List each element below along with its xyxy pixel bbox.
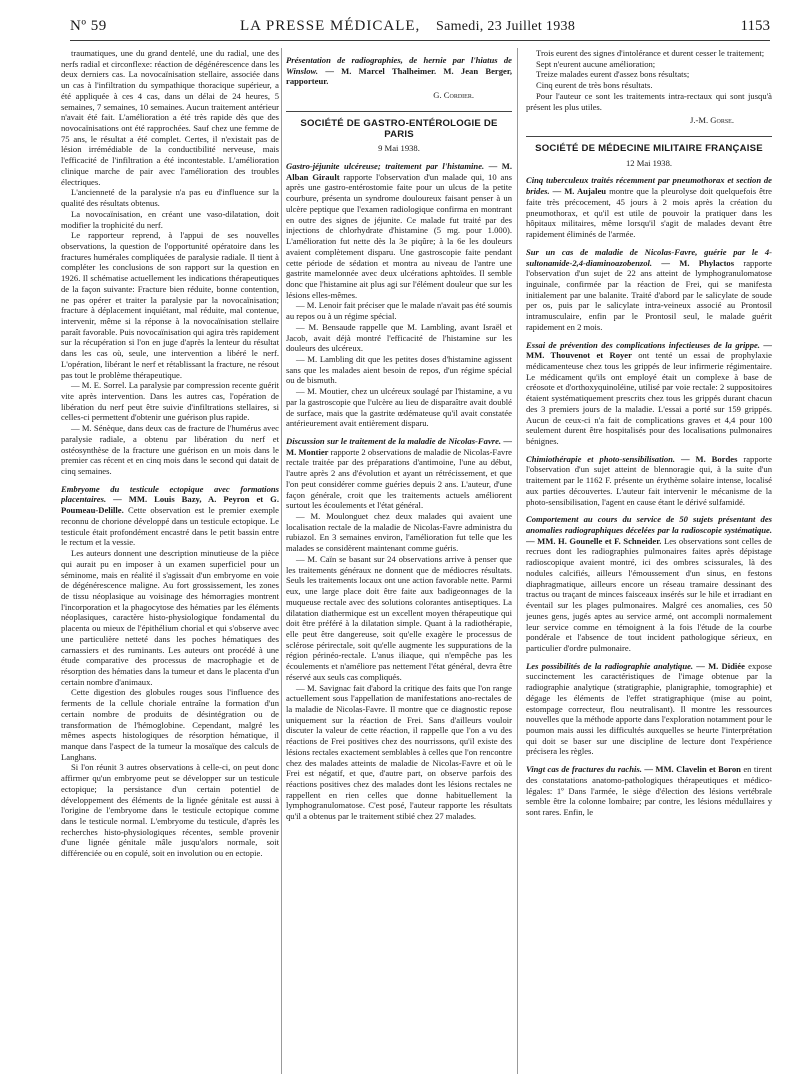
article-body: montre que la pleurolyse doit quelquefois être faite très précocement, 45 jours à 2 mois après la création du pneumothorax, et qu'il est utile de pouvoir la pratiquer dans les hôpitaux militaires, même lorsqu'il s'agit de malades devant être rapidement éliminés de l'armée. [526,186,772,240]
article [526,247,772,333]
article-title: Essai de prévention des complications infectieuses de la grippe. [526,339,760,350]
paragraph: — M. E. Sorrel. La paralysie par compression recente guérit vite après intervention. Dans les autres cas, l'opération de libération du nerf peut être suivie d'infiltrations stellaires, si celles-ci permettent d'obtenir une guérison plus rapide. [61,380,279,423]
column-divider [281,48,282,1074]
column-middle [286,48,512,1074]
article [61,484,279,548]
article-body: rapporte l'observation d'un sujet de 22 ans atteint de lymphogranulomatose inguinale, confirmée par la réaction de Frei, qui se manifesta initialement par une balanite. Traité d'abord par le salicylate de soude per os, puis par le salicylate intra-veineux associé au Prontosil intramusculaire, enfin par le Prontosil seul, le malade guérit rapidement en 2 mois. [526,257,772,332]
article-title: Embryome du testicule ectopique avec formations placentaires. [61,483,279,505]
paragraph: Sept n'eurent aucune amélioration; [536,58,656,69]
paragraph: Pour l'auteur ce sont les traitements intra-rectaux qui sont jusqu'à présent les plus utiles. [526,90,772,112]
article-body: rapporte 2 observations de maladie de Nicolas-Favre rectale traitée par des préparations d'antimoine, l'une au début, l'autre après 2 ans d'évolution et ayant un rétrécissement, et que l'on peut considérer comme guéries depuis 2 ans. L'auteur, d'une façon générale, croit que les traitements actuels améliorent surtout les écoulements et l'état général. [286,446,512,511]
article-title: Présentation de radiographies, de hernie par l'hiatus de Winslow. [286,55,512,76]
article-authors: — M. Phylactos [661,257,735,268]
article-title: Cinq tuberculeux traités récemment par pneumothorax et section de brides. [526,175,772,197]
article-authors: — M. Didiée [696,660,745,671]
paragraph: — M. Caïn se basant sur 24 observations arrive à penser que les traitements généraux ne donnent que de médiocres résultats. Seuls les traitements locaux ont une action favorable nette. Parmi eux, une large place doit être faite aux badigeonnages de la muqueuse rectale avec des solutions colorantes antiseptiques. La dilatation diathermique est un excellent moyen thérapeutique qui doit être préféré à la dilatation simple. Quant à la radiothérapie, elle peut être dangereuse, soit qu'elle exagère le processus de sclérose périrectale, soit qu'elle augmente les suppurations de la région périnéo-rectale. L'anus iliaque, qui n'empêche pas les écoulements et n'améliore pas nettement l'état général, devra être réservé aux seuls cas compliqués. [286,553,512,682]
article-body: Cette observation est le premier exemple reconnu de chorione développé dans un testicule ectopique. Le testicule était profondément encastré dans le petit bassin entre le rectum et la vessie. [61,505,279,548]
article [286,161,512,300]
session-date: 9 Mai 1938. [378,143,420,154]
page-number: 1153 [740,18,770,34]
paragraph: La novocaïnisation, en créant une vaso-dilatation, doit modifier la trophicité du nerf. [61,208,279,230]
paragraph: — M. Lenoir fait préciser que le malade n'avait pas été soumis au repos ou à un régime spécial. [286,300,512,322]
article [286,436,512,511]
article [526,661,772,757]
paragraph: traumatiques, une du grand dentelé, une du radial, une des nerfs radial et circonflexe: réaction de dégénérescence dans les deux derniers cas. La novocaïnisation stellaire, associée dans un cas à l'infiltration du sympathique thoracique supérieur, a été appliquée à ces 4 cas, dans un délai de 24 heures, 5 semaines, 7 semaines, 10 semaines. Aucun traitement antérieur n'avait été fait. L'amélioration a été très rapide dès que des novocaïnisations ont été rapprochées. Sauf chez une femme de 75 ans, le résultat a été complet. Certes, il n'existait pas de lésion irrémédiable de la conductibilité nerveuse, mais l'efficacité de l'infiltration a été incontestable. L'amélioration clinique marche de pair avec l'amélioration des troubles électriques. [61,48,279,187]
paragraph: Treize malades eurent d'assez bons résultats; [536,69,690,80]
article-body: rapporte l'observation d'un malade qui, 10 ans après une gastro-entérostomie faite pour un ulcus de la petite courbure, présenta un syndrome douloureux faisant penser à un ulcère peptique que l'examen radiologique confirma en montrant en outre des signes de jéjunite. Ce malade fut traité par des injections de chlorhydrate d'histamine (5 mg. pour 1.000). L'amélioration fut nette dès la 3e piqûre; à la 6e les douleurs avaient complètement disparu. Une gastroscopie faite pendant cette période de sédation et montra au niveau de l'antre une gastrite mamelonnée avec deux ulcérations aphtoïdes. Il semble donc que l'histamine ait plus agi sur l'élément douleur que sur les lésions elles-mêmes. [286,171,512,300]
article-authors: — M. Alban Girault [286,161,512,182]
article-body: Les observations sont celles de recrues dont les radiographies pulmonaires faites après dépistage radioscopique avaient montré, ici des ombres scissurales, là des nodules calcifiés, ailleurs l'émoussement d'un sinus, en festons diaphragmatique, ailleurs encore un réseau tramaire dessinant des tractus ou traçant de minces faisceaux insérés sur le hile et irradiant en éventail sur les plages pulmonaires. Malgré ces anomalies, ces 50 jeunes gens, jugés aptes au service armé, ont accompli normalement leur service comme en témoignent à la fois l'étude de la courbe pondérale et l'absence de tout incident pathologique sérieux, en particulier d'ordre pulmonaire. [526,535,772,653]
article-authors: — MM. H. Gounelle et F. Schneider. [526,535,662,546]
signature: J.-M. Gorse. [690,115,734,126]
column-left [61,48,279,1074]
article-authors: — M. Marcel Thalheimer. M. Jean Berger, rapporteur. [286,65,512,87]
paragraph: Si l'on réunit 3 autres observations à celle-ci, on peut donc affirmer qu'un embryome peut se développer sur un testicule ectopique; la persistance d'un certain potentiel de développement des éléments de la lignée génitale est aussi à l'origine de l'embryome dans le testicule ectopique comme dans le testicule normal. L'embryome du testicule, d'après les recherches histo-physiologiques récentes, semble provenir d'une lignée génitale mâle jusqu'alors normale, soit différenciée ou en copulé, soit en involution ou en ectopie. [61,762,279,859]
article-body: rapporte l'observation d'un sujet atteint de blennoragie qui, à la suite d'un traitement par le 1162 F. présente un érythème solaire intense, localisé aux parties découvertes. L'auteur fait intervenir le mécanisme de la photo-sensibilisation, l'agent en cause étant le dérivé sulfamidé. [526,453,772,507]
column-divider [517,48,518,1074]
paragraph: Trois eurent des signes d'intolérance et durent cesser le traitement; [536,48,765,58]
article-title: Gastro-jéjunite ulcéreuse; traitement par l'histamine. [286,161,485,172]
paragraph: Les auteurs donnent une description minutieuse de la pièce qui aurait pu en imposer à un examen superficiel pour un séminome, mais en réalité il s'agissait d'un embryome en voie de dégénérescence maligne. Au fort grossissement, les zones de tissu néoplasique au voisinage des hémorragies montrent l'incorporation et la phagocytose des hématies par les éléments néoplasiques, caractère histo-physiologique fondamental du placenta ou mieux de l'épithélium chorial et qui s'observe avec une particulière netteté dans les poches hématiques des carnassiers et des ruminants. Les auteurs ont procédé à une étude comparative des processus de macrophagie et de résorption des hématies dans la tumeur et dans le placenta d'un certain nombre d'animaux. [61,548,279,687]
article-title: Vingt cas de fractures du rachis. [526,764,642,775]
society-heading: SOCIÉTÉ DE GASTRO-ENTÉROLOGIE DE PARIS [286,111,512,140]
article-body: expose succinctement les caractéristiques de l'image obtenue par la radiographie analytique (stratigraphie, planigraphie, tomographie) et dégage les éléments de l'effet stratigraphique (mise au point, estompage correcteur, flou neutralisant). Il montre les ressources nouvelles que la méthode apporte dans l'exploration notamment pour le poumon mais aussi les difficultés auxquelles se heurte l'interprétation qui doit se baser sur une discipline de lecture dont l'expérience précisera les règles. [526,660,772,757]
article-authors: — M. Aujaleu [552,186,607,197]
article-authors: — M. Montier [286,436,512,457]
paragraph: Cette digestion des globules rouges sous l'influence des ferments de la cellule choriale entraîne la formation d'un certain nombre de produits de désintégration ou de transformation de l'hémoglobine. Cependant, malgré les mêmes aspects histologiques de résorption hématique, il manque dans l'aspect de la tumeur la mosaïque des calculs de Langhans. [61,687,279,762]
paragraph: L'ancienneté de la paralysie n'a pas eu d'influence sur la qualité des résultats obtenus. [61,187,279,209]
article-title: Les possibilités de la radiographie analytique. [526,660,694,671]
paragraph: — M. Lambling dit que les petites doses d'histamine agissent sans que les malades aient besoin de repos, d'un régime spécial ou de bismuth. [286,353,512,386]
article [526,764,772,818]
article-authors: — MM. Clavelin et Boron [644,764,741,775]
article-authors: — MM. Louis Bazy, A. Peyron et G. Poumeau-Delille. [61,494,279,516]
article-title: Discussion sur le traitement de la maladie de Nicolas-Favre. [286,436,502,446]
article-body: en tirent des constatations anatomo-pathologiques thérapeutiques et médico-légales: 1º Dans l'armée, le siège d'élection des lésions vertébrale semble être la colonne lombaire; par contre, les lésions médullaires y sont rares. Enfin, le [526,764,772,817]
article-title: Comportement au cours du service de 50 sujets présentant des anomalies radiographiques décelées par la radioscopie systématique. [526,514,772,536]
article-authors: — M. Bordes [681,453,738,464]
paragraph: Le rapporteur reprend, à l'appui de ses nouvelles observations, la question de l'opportunité opératoire dans les fractures humérales compliquées de paralysie radiale. Il tient à compléter les conclusions de son rapport sur la question en 1926. Il schématise actuellement les indications thérapeutiques de la façon suivante: Fracture bien réduite, bonne contention, ne pas opérer et traiter la paralysie par la novocaïnisation; fracture à déplacement inquiétant, mal réduite, mal contenue, intervenir, même si la réponse à la novocaïnisation stellaire paraît favorable. Puis novocaïnisation qui agira très rapidement sur la récupération si l'on en juge d'après la lenteur du résultat dans les cas où, seule, une intervention a libéré le nerf. L'opération, libérant le nerf et rétablissant la fracture, ne résout pas tout le problème thérapeutique. [61,230,279,380]
column-right [526,48,772,1074]
society-heading: SOCIÉTÉ DE MÉDECINE MILITAIRE FRANÇAISE [526,136,772,155]
paragraph: — M. Savignac fait d'abord la critique des faits que l'on range actuellement sous l'appellation de manifestations ano-rectales de la maladie de Nicolas-Favre. Il montre que ce diagnostic repose uniquement sur la réaction de Frei. Sans d'ailleurs vouloir discuter la valeur de cette réaction, il rappelle que l'on a vu des réactions de Frei positives chez des nourrissons, qu'il existe des lésions rectales exactement semblables à celles que l'on rencontre chez des malades atteints de maladie de Nicolas-Favre et où le Frei est négatif, et que, d'autre part, on observe parfois des réactions positives chez des malades dont les lésions rectales ne rappellent en rien celles que donne habituellement la lymphogranulomatose. C'est posé, l'auteur rapporte les résultats qu'il a obtenus par le traitement stibié chez 27 malades. [286,682,512,822]
paragraph: — M. Bensaude rappelle que M. Lambling, avant Israël et Jacob, avait déjà montré l'efficacité de l'histamine sur les douleurs des ulcéreux. [286,321,512,354]
page-header [70,18,770,42]
article-title: Chimiothérapie et photo-sensibilisation. [526,453,676,464]
paragraph: — M. Moutier, chez un ulcéreux soulagé par l'histamine, a vu par la gastroscopie que l'ulcère au lieu de disparaître avait doublé de surface, mais que la gastrite œdémateuse qu'il avait constatée antérieurement avait entièrement disparu. [286,386,512,429]
signature: G. Cordier. [433,90,474,101]
article-authors: — MM. Thouvenot et Royer [526,339,772,361]
paragraph: Cinq eurent de très bons résultats. [536,80,653,91]
session-date: 12 Mai 1938. [625,157,673,168]
article [286,55,512,87]
article-body: ont tenté un essai de prophylaxie médicamenteuse chez tous les grippés de leur infirmerie régimentaire. Le médicament qu'ils ont employé était un complexe à base de créosote et d'orthoxyquinoléine, utilisé par voie rectale: 2 suppositoires étaient systématiquement prescrits chez tous les grippés durant chacun des 3 premiers jours de la maladie. L'essai a porté sur 159 grippés. Aucun de ceux-ci n'a fait de complications graves et 4,4 pour 100 seulement durent être hospitalisés pour des localisations pulmonaires bénignes. [526,350,772,446]
paragraph: — M. Sénèque, dans deux cas de fracture de l'humérus avec paralysie radiale, a obtenu par libération du nerf et ostéosynthèse de la fracture une guérison en un mois dans le premier cas récent et en cinq mois dans le second qui datait de cinq semaines. [61,423,279,477]
article [526,514,772,653]
article [526,175,772,239]
article-title: Sur un cas de maladie de Nicolas-Favre, guérie par le 4-sultonamide-2,4-diaminoazobenzol. [526,246,772,268]
journal-title: LA PRESSE MÉDICALE, [240,18,421,34]
article [526,454,772,508]
issue-date: Samedi, 23 Juillet 1938 [436,19,576,34]
header-rule [70,40,770,41]
issue-number: Nº 59 [70,18,107,34]
article [526,340,772,447]
paragraph: — M. Moulonguet chez deux malades qui avaient une localisation rectale de la maladie de Nicolas-Favre administra du rubiazol. En 3 semaines environ, l'amélioration fut telle que les malades se considèrent maintenant comme guéris. [286,511,512,554]
